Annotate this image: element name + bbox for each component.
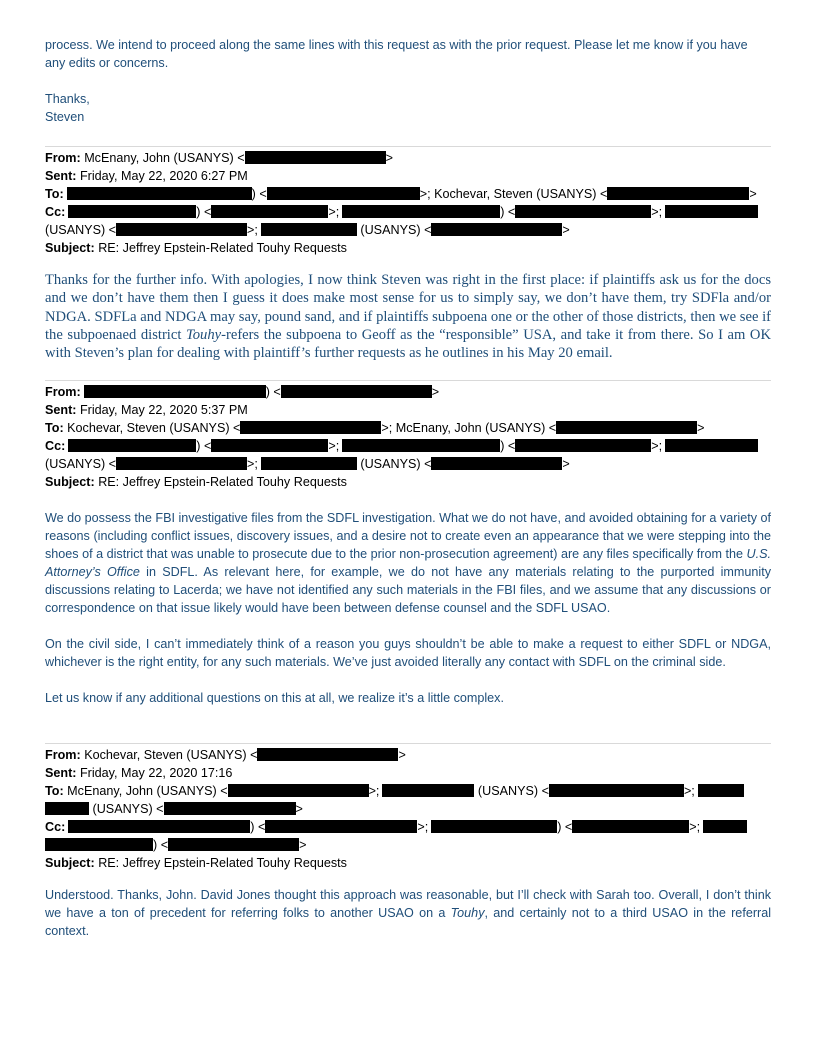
redaction bbox=[515, 439, 651, 452]
email-header-3: From: Kochevar, Steven (USANYS) < > Sent: Friday, May 22, 2020 17:16 To: McEnany, John (USANYS) < >; (USANYS) < >; (USANYS) < > Cc: ) < >; ) < >; ) < > Subject: RE: Jeffrey Epstein-Related Touhy Requests bbox=[45, 746, 771, 872]
from-label: From: bbox=[45, 151, 81, 165]
sent-date: Friday, May 22, 2020 17:16 bbox=[79, 766, 233, 781]
sent-date: Friday, May 22, 2020 6:27 PM bbox=[79, 169, 248, 183]
redaction bbox=[698, 784, 744, 797]
redaction bbox=[228, 784, 369, 797]
redaction bbox=[265, 820, 417, 833]
subject: RE: Jeffrey Epstein-Related Touhy Requests bbox=[98, 856, 347, 871]
redaction bbox=[116, 223, 247, 236]
redaction bbox=[515, 205, 651, 218]
sender: McEnany, John (USANYS) < bbox=[84, 151, 245, 165]
redaction bbox=[382, 784, 474, 797]
email-body-2-p2: On the civil side, I can’t immediately think of a reason you guys shouldn’t be able to make a request to either SDFL or NDGA, whichever is the right entity, for any such materials. We’ve just avoided literally any contact with SDFL on the criminal side. bbox=[45, 637, 771, 670]
redaction bbox=[281, 385, 432, 398]
redaction bbox=[68, 820, 250, 833]
redaction bbox=[342, 439, 500, 452]
redaction bbox=[164, 802, 296, 815]
redaction bbox=[240, 421, 381, 434]
recipient: Kochevar, Steven (USANYS) < bbox=[434, 187, 608, 201]
redaction bbox=[572, 820, 689, 833]
redaction bbox=[84, 385, 266, 398]
redaction bbox=[267, 187, 420, 200]
redaction bbox=[68, 439, 196, 452]
redaction bbox=[431, 223, 562, 236]
intro-signature: Steven bbox=[45, 110, 85, 124]
redaction bbox=[45, 838, 153, 851]
redaction bbox=[68, 205, 196, 218]
redaction bbox=[257, 748, 398, 761]
sent-date: Friday, May 22, 2020 5:37 PM bbox=[79, 403, 248, 418]
redaction bbox=[45, 802, 89, 815]
redaction bbox=[261, 223, 357, 236]
redaction bbox=[211, 205, 328, 218]
email-document bbox=[45, 36, 771, 940]
redaction bbox=[261, 457, 357, 470]
redaction bbox=[607, 187, 749, 200]
email-body-2-p1: We do possess the FBI investigative files from the SDFL investigation. What we do not have, and avoided obtaining for a variety of reasons (including conflict issues, discovery issues, and a desire not to create even an appearance that we were stepping into the shoes of a district that was unable to prosecute due to the prior non-prosecution agreement) are any files specifically from the U.S. Attorney’s Office in SDFL. As relevant here, for example, we do not have any materials relating to the purported immunity discussions relating to Lacerda; we have not identified any such materials in the FBI files, and we assume that any discussions or correspondence on that issue likely would have been between defense counsel and the SDFL USAO. bbox=[45, 511, 772, 616]
redaction bbox=[168, 838, 299, 851]
email-body-3: Understood. Thanks, John. David Jones thought this approach was reasonable, but I’ll check with Sarah too. Overall, I don’t think we have a ton of precedent for referring folks to another USAO on a Touhy, and certainly not to a third USAO in the referral context. bbox=[45, 888, 772, 939]
redaction bbox=[342, 205, 500, 218]
email-header-2: From: ) < > Sent: Friday, May 22, 2020 5:37 PM To: Kochevar, Steven (USANYS) < >; McEnany, John (USANYS) < > Cc: ) < >; ) < >; (USANYS) < >; (USANYS) < > Subject: RE: Jeffrey Epstein-Related Touhy Requests bbox=[45, 383, 771, 491]
subject: RE: Jeffrey Epstein-Related Touhy Requests bbox=[98, 475, 347, 490]
redaction bbox=[211, 439, 328, 452]
redaction bbox=[67, 187, 252, 200]
redaction bbox=[245, 151, 386, 164]
subject: RE: Jeffrey Epstein-Related Touhy Requests bbox=[98, 241, 347, 255]
email-body-1: Thanks for the further info. With apologies, I now think Steven was right in the first place: if plaintiffs ask us for the docs and we don’t have them then I guess it does make most sense for us to simply say, we don’t have them, try SDFla and/or NDGA. SDFLa and NDGA may say, pound sand, and if plaintiffs subpoena one or the other of those districts, then we see if the subpoenaed district Touhy-refers the subpoena to Geoff as the “responsible” USA, and take it from there. So I am OK with Steven’s plan for dealing with plaintiff’s further requests as he outlines in his May 20 email. bbox=[45, 272, 771, 362]
email-header-1: From: McEnany, John (USANYS) < > Sent: Friday, May 22, 2020 6:27 PM To: ) < >; Kochevar, Steven (USANYS) < > Cc: ) < >; ) < >; (USANYS) < >; (USANYS) < > Subject: RE: Jeffrey Epstein-Related Touhy Requests bbox=[45, 151, 757, 255]
redaction bbox=[431, 457, 562, 470]
redaction bbox=[549, 784, 684, 797]
redaction bbox=[665, 439, 758, 452]
redaction bbox=[431, 820, 557, 833]
redaction bbox=[116, 457, 247, 470]
redaction bbox=[665, 205, 758, 218]
intro-paragraph: process. We intend to proceed along the same lines with this request as with the prior request. Please let me know if you have any edits or concerns. bbox=[45, 38, 748, 70]
redaction bbox=[703, 820, 747, 833]
redaction bbox=[556, 421, 697, 434]
intro-thanks: Thanks, bbox=[45, 92, 90, 106]
email-body-2-p3: Let us know if any additional questions on this at all, we realize it’s a little complex. bbox=[45, 691, 504, 706]
sender: Kochevar, Steven (USANYS) < bbox=[84, 748, 258, 763]
